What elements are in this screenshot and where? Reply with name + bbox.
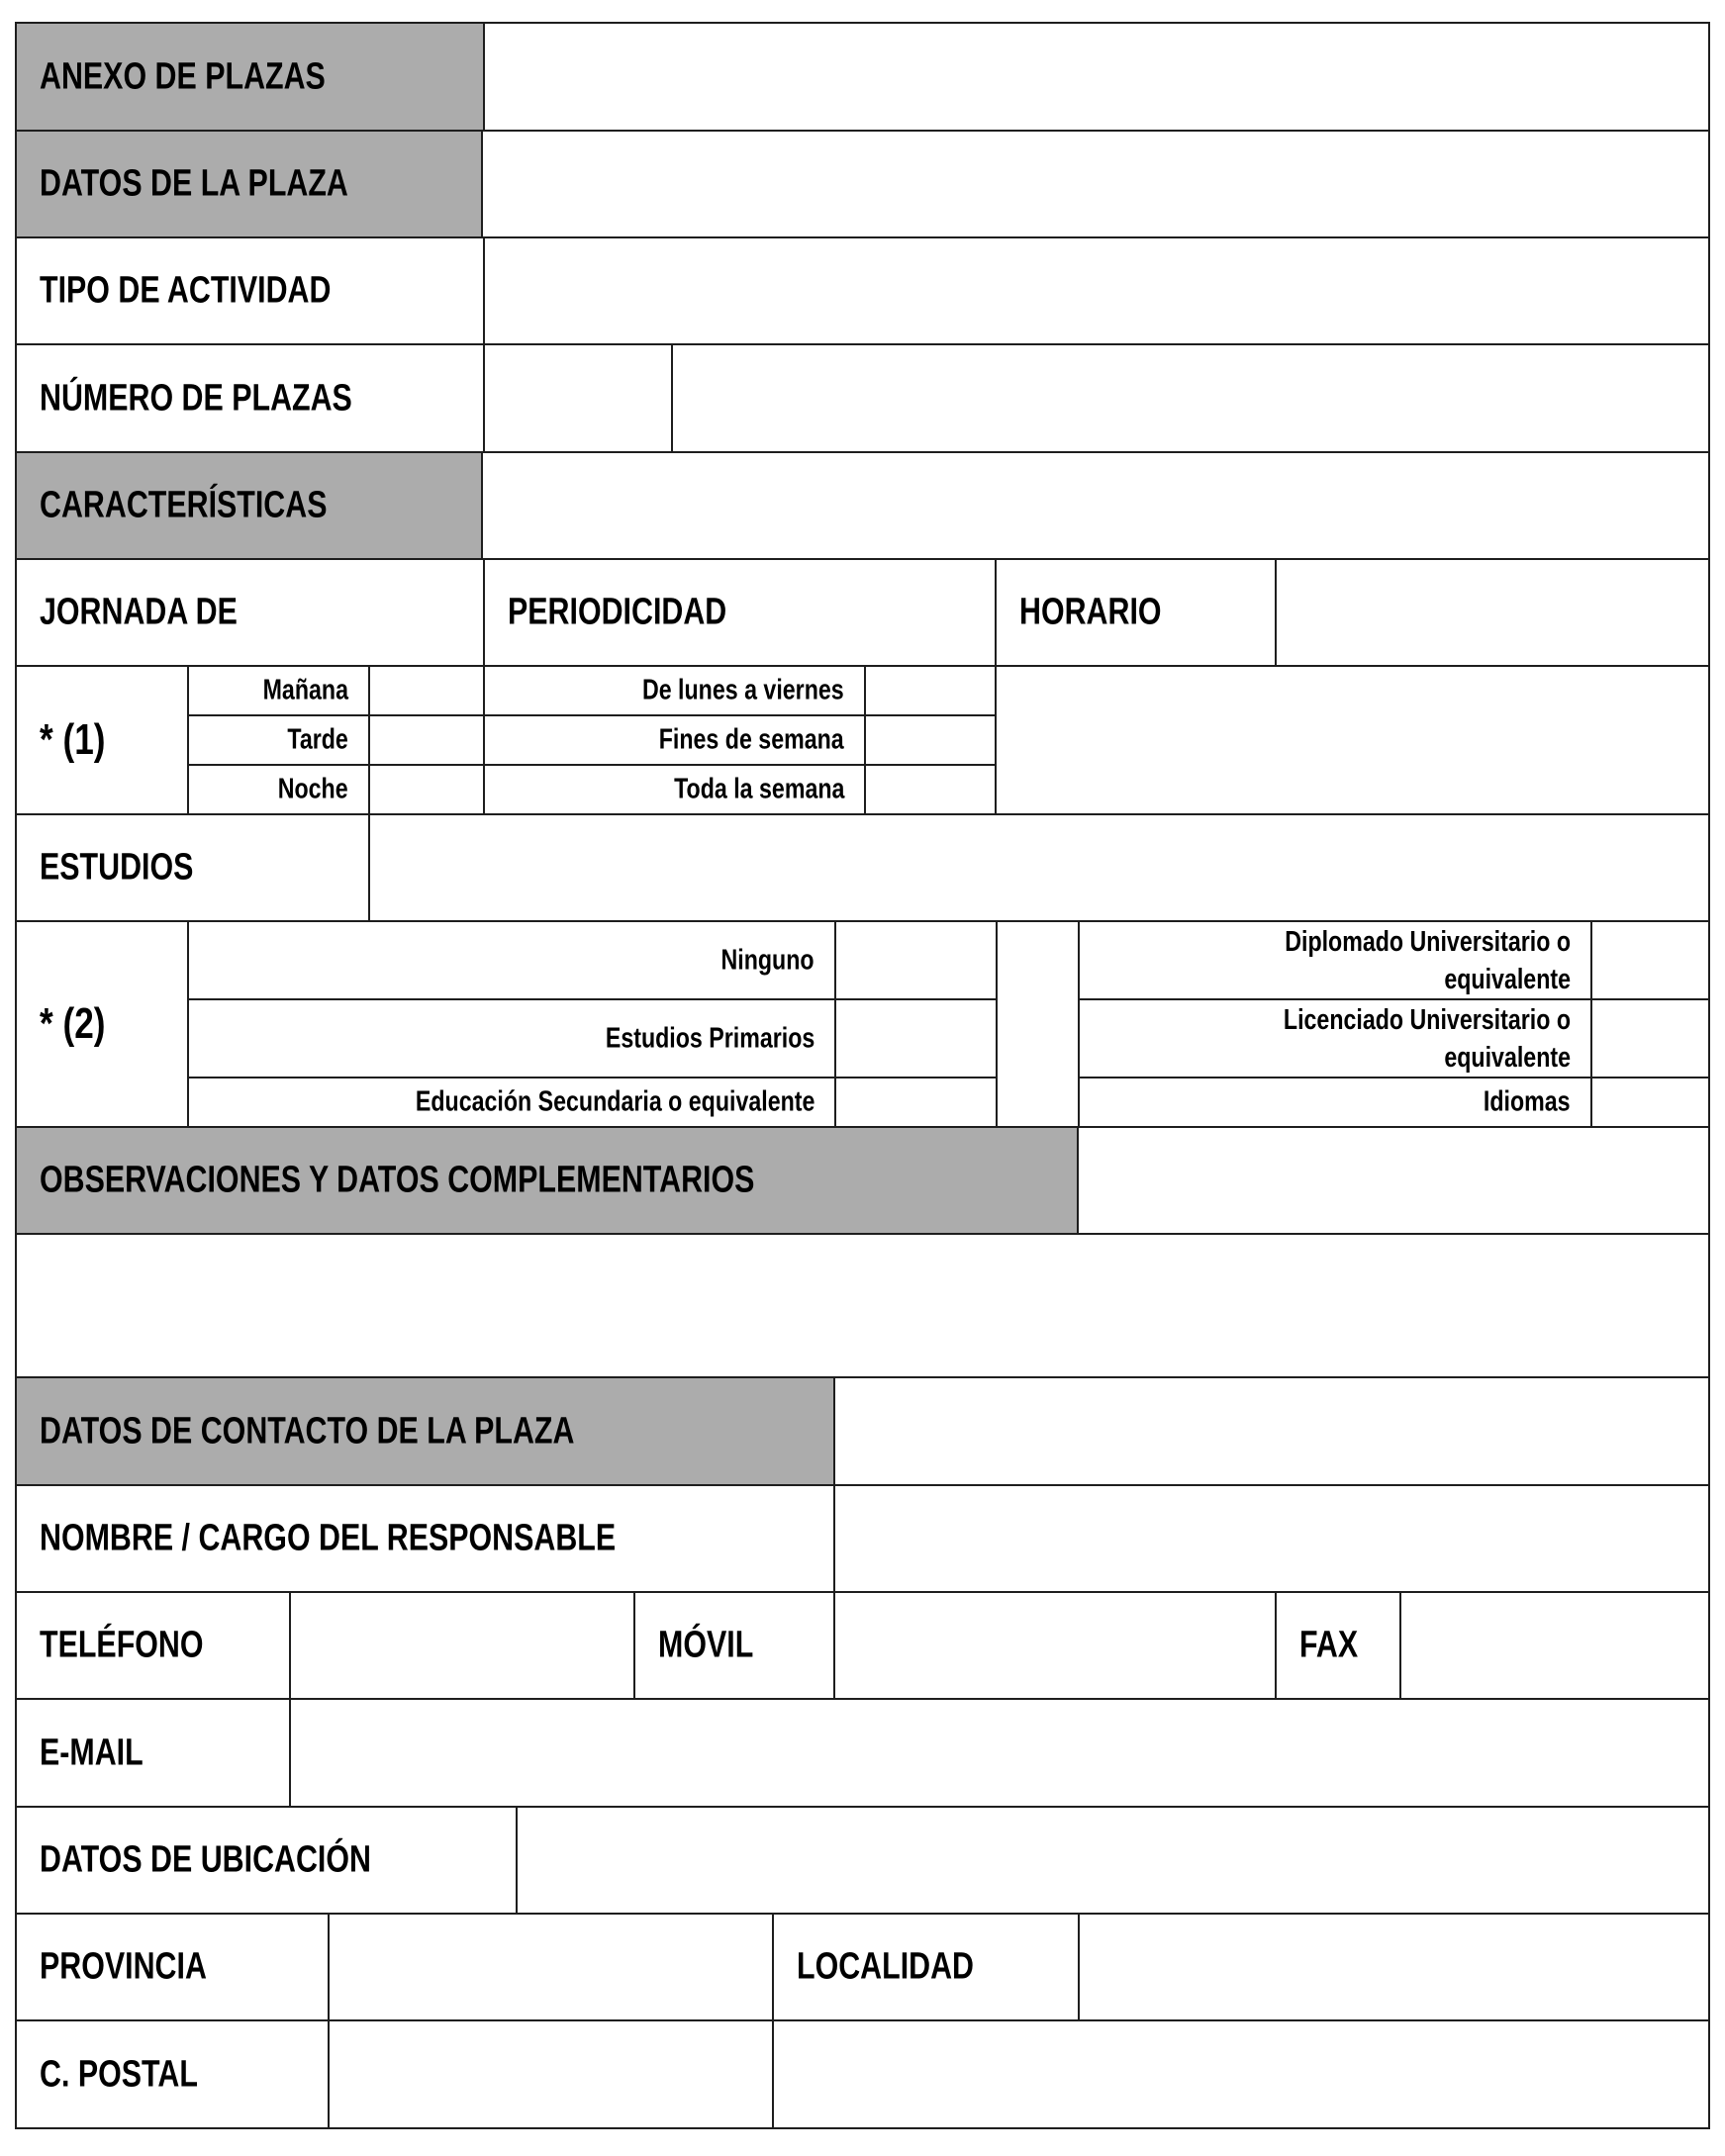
section-title [40, 485, 399, 527]
annex-title: ANEXO DE PLAZAS [40, 55, 326, 97]
observations-value[interactable] [17, 1235, 1708, 1376]
workday-option-morning-box[interactable] [368, 665, 485, 716]
fax-label-cell [1275, 1591, 1401, 1700]
field-label [40, 1946, 248, 1989]
note-1-marker: * (1) [40, 715, 106, 764]
periodicity-option-all-week-label [483, 764, 866, 815]
section-header-observations [15, 1126, 1079, 1235]
studies-value[interactable] [370, 815, 1708, 920]
section-title [40, 1410, 709, 1453]
field-label [40, 847, 232, 890]
morning-value[interactable] [370, 667, 483, 714]
activity-type-label: TIPO DE ACTIVIDAD [40, 269, 332, 312]
option-label [553, 1022, 815, 1055]
mobile-field[interactable] [833, 1591, 1277, 1700]
studies-option-degree-box[interactable] [1590, 998, 1710, 1078]
primary-label: Estudios Primarios [605, 1022, 815, 1054]
note-1-cell [15, 665, 189, 815]
field-label [40, 377, 431, 420]
section-title [40, 55, 397, 98]
field-label [1019, 592, 1197, 634]
option-label [1078, 923, 1571, 998]
hours-detail-field[interactable] [995, 665, 1710, 815]
field-label [40, 1839, 454, 1882]
postal-code-extra-field[interactable] [772, 2019, 1710, 2129]
activity-type-label-cell [15, 236, 485, 345]
contact-title: DATOS DE CONTACTO DE LA PLAZA [40, 1410, 575, 1452]
studies-option-secondary-label [187, 1077, 836, 1128]
locality-label-cell [772, 1913, 1080, 2021]
num-places-extra-field[interactable] [671, 343, 1710, 453]
note-2-marker: * (2) [40, 999, 106, 1048]
workday-header-cell [15, 558, 485, 667]
field-label [658, 1625, 777, 1667]
option-label [613, 724, 844, 757]
diploma-label-line1: Diplomado Universitario o [1285, 925, 1571, 958]
none-label: Ninguno [720, 944, 815, 976]
characteristics-field[interactable] [481, 451, 1710, 560]
field-label [40, 592, 287, 634]
fax-field[interactable] [1399, 1591, 1710, 1700]
section-title [40, 163, 426, 206]
postal-code-field[interactable] [328, 2019, 774, 2129]
night-label: Noche [278, 773, 348, 805]
option-label [1078, 1001, 1571, 1077]
degree-label-line2: equivalente [1444, 1041, 1571, 1074]
phone-label: TELÉFONO [40, 1624, 204, 1666]
manager-label: NOMBRE / CARGO DEL RESPONSABLE [40, 1517, 617, 1559]
workday-option-afternoon-label [187, 714, 370, 766]
num-places-value[interactable] [485, 345, 671, 451]
studies-option-degree-label [1078, 998, 1592, 1078]
studies-label-cell [15, 813, 370, 922]
all-week-label: Toda la semana [673, 773, 844, 805]
num-places-label-cell [15, 343, 485, 453]
observations-field[interactable] [15, 1233, 1710, 1378]
manager-field[interactable] [833, 1484, 1710, 1593]
primary-value[interactable] [836, 1000, 996, 1077]
location-label: DATOS DE UBICACIÓN [40, 1838, 371, 1881]
workday-label: JORNADA DE [40, 591, 238, 633]
studies-option-languages-label [1078, 1077, 1592, 1128]
fax-label: FAX [1299, 1624, 1359, 1666]
weekends-value[interactable] [866, 716, 995, 764]
field-label [797, 1946, 1018, 1989]
option-label [592, 675, 844, 707]
section-header-place-data [15, 130, 483, 238]
hours-header-cell [995, 558, 1277, 667]
locality-field[interactable] [1078, 1913, 1710, 2021]
studies-option-secondary-box[interactable] [834, 1077, 998, 1128]
section-header-characteristics [15, 451, 483, 560]
option-label [260, 774, 348, 806]
diploma-label-line2: equivalente [1444, 963, 1571, 995]
characteristics-title: CARACTERÍSTICAS [40, 484, 328, 526]
email-label-cell [15, 1698, 291, 1808]
studies-label: ESTUDIOS [40, 846, 194, 889]
night-value[interactable] [370, 766, 483, 813]
field-label [40, 270, 404, 313]
none-value[interactable] [836, 922, 996, 998]
periodicity-header-cell [483, 558, 997, 667]
postal-code-label: C. POSTAL [40, 2053, 198, 2095]
afternoon-value[interactable] [370, 716, 483, 764]
location-field[interactable] [516, 1806, 1710, 1915]
mobile-label: MÓVIL [658, 1624, 754, 1666]
province-label-cell [15, 1913, 330, 2021]
degree-value[interactable] [1592, 1000, 1708, 1077]
afternoon-label: Tarde [287, 723, 348, 756]
field-label [40, 1625, 244, 1667]
place-data-field[interactable] [481, 130, 1710, 238]
weekdays-label: De lunes a viernes [642, 674, 844, 706]
option-label [241, 675, 348, 707]
periodicity-label: PERIODICIDAD [508, 591, 727, 633]
studies-option-primary-label [187, 998, 836, 1078]
province-field[interactable] [328, 1913, 774, 2021]
phone-field[interactable] [289, 1591, 635, 1700]
note-marker [40, 715, 122, 765]
option-label [316, 1086, 815, 1119]
hours-label: HORARIO [1019, 591, 1162, 633]
workday-option-afternoon-box[interactable] [368, 714, 485, 766]
option-label [1462, 1086, 1571, 1119]
degree-label-line1: Licenciado Universitario o [1283, 1003, 1571, 1036]
secondary-label: Educación Secundaria o equivalente [415, 1085, 815, 1118]
field-label [40, 1732, 169, 1774]
locality-label: LOCALIDAD [797, 1945, 975, 1988]
workday-option-morning-label [187, 665, 370, 716]
all-week-value[interactable] [866, 766, 995, 813]
annex-field[interactable] [483, 22, 1710, 132]
periodicity-option-weekdays-box[interactable] [864, 665, 997, 716]
languages-label: Idiomas [1484, 1085, 1571, 1118]
section-header-annex [15, 22, 485, 132]
studies-field[interactable] [368, 813, 1710, 922]
languages-value[interactable] [1592, 1078, 1708, 1126]
note-2-cell [15, 920, 189, 1128]
field-label [40, 1518, 760, 1560]
phone-label-cell [15, 1591, 291, 1700]
activity-type-value[interactable] [485, 238, 1708, 343]
studies-option-none-label [187, 920, 836, 1000]
periodicity-option-weekends-box[interactable] [864, 714, 997, 766]
section-title [40, 1160, 933, 1202]
diploma-value[interactable] [1592, 922, 1708, 998]
hours-field[interactable] [1275, 558, 1710, 667]
studies-option-languages-box[interactable] [1590, 1077, 1710, 1128]
studies-option-primary-box[interactable] [834, 998, 998, 1078]
studies-option-none-box[interactable] [834, 920, 998, 1000]
option-label [272, 724, 348, 757]
manager-label-cell [15, 1484, 835, 1593]
email-label: E-MAIL [40, 1732, 144, 1773]
morning-label: Mañana [262, 674, 348, 706]
location-label-cell [15, 1806, 518, 1915]
secondary-value[interactable] [836, 1078, 996, 1126]
studies-option-diploma-box[interactable] [1590, 920, 1710, 1000]
workday-option-night-box[interactable] [368, 764, 485, 815]
field-label [40, 2053, 238, 2096]
contact-header-field[interactable] [833, 1376, 1710, 1486]
mobile-label-cell [633, 1591, 835, 1700]
email-field[interactable] [289, 1698, 1710, 1808]
periodicity-option-all-week-box[interactable] [864, 764, 997, 815]
num-places-label: NÚMERO DE PLAZAS [40, 377, 352, 419]
workday-option-night-label [187, 764, 370, 815]
observations-title: OBSERVACIONES Y DATOS COMPLEMENTARIOS [40, 1159, 755, 1201]
option-label [698, 944, 815, 977]
observations-header-field[interactable] [1077, 1126, 1710, 1235]
note-marker [40, 999, 122, 1049]
weekends-label: Fines de semana [659, 723, 844, 756]
num-places-field[interactable] [483, 343, 673, 453]
hours-value[interactable] [1277, 560, 1708, 665]
studies-option-diploma-label [1078, 920, 1592, 1000]
postal-code-label-cell [15, 2019, 330, 2129]
field-label [508, 592, 782, 634]
activity-type-field[interactable] [483, 236, 1710, 345]
section-header-contact [15, 1376, 835, 1486]
periodicity-option-weekdays-label [483, 665, 866, 716]
studies-spacer [996, 920, 1080, 1128]
place-data-title: DATOS DE LA PLAZA [40, 162, 348, 205]
field-label [1299, 1625, 1373, 1667]
periodicity-option-weekends-label [483, 714, 866, 766]
weekdays-value[interactable] [866, 667, 995, 714]
province-label: PROVINCIA [40, 1945, 207, 1988]
option-label [631, 774, 844, 806]
num-places-extra-value[interactable] [673, 345, 1708, 451]
